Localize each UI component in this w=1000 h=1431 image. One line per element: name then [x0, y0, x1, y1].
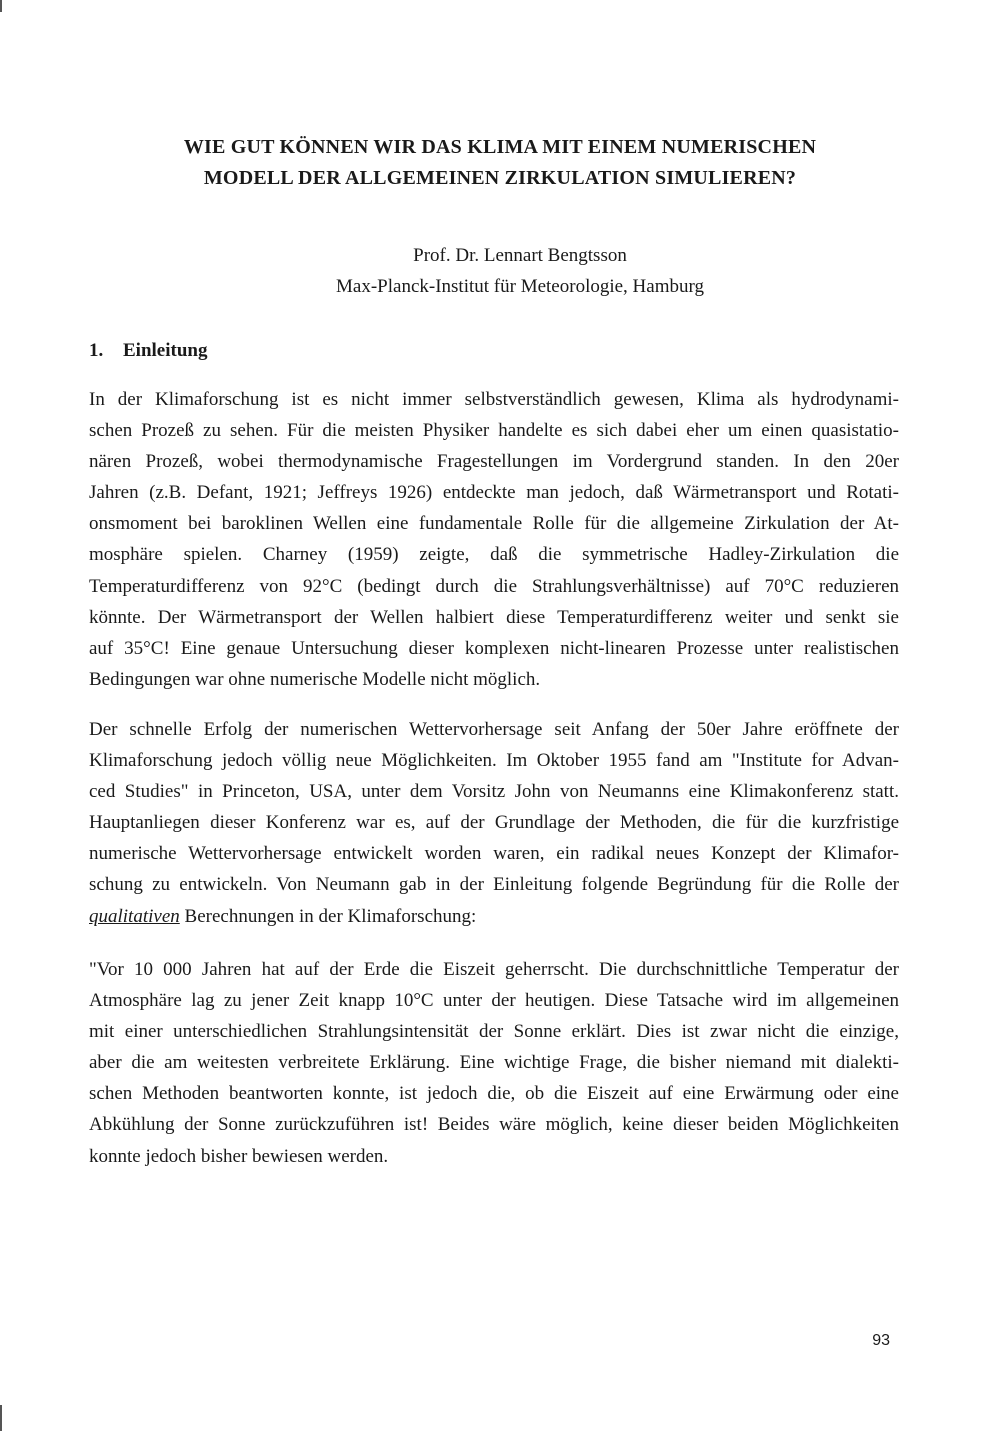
paragraph-line: onsmoment bei baroklinen Wellen eine fundamentale Rolle für die allgemeine Zirkulation der At- — [89, 513, 899, 535]
paragraph-line: mosphäre spielen. Charney (1959) zeigte, daß die symmetrische Hadley-Zirkulation die — [89, 544, 899, 566]
paragraph-line: könnte. Der Wärmetransport der Wellen halbiert diese Temperaturdifferenz weiter und senkt sie — [89, 606, 899, 628]
author-name: Prof. Dr. Lennart Bengtsson — [413, 245, 627, 266]
paragraph-line: Klimaforschung jedoch völlig neue Möglichkeiten. Im Oktober 1955 fand am "Institute for Advan- — [89, 750, 899, 772]
paragraph-line: Abkühlung der Sonne zurückzuführen ist! Beides wäre möglich, keine dieser beiden Möglichkeiten — [89, 1114, 899, 1136]
paragraph-2 — [89, 714, 899, 932]
paragraph-line: nären Prozeß, wobei thermodynamische Fragestellungen im Vordergrund standen. In den 20er — [89, 451, 899, 473]
paragraph-line: auf 35°C! Eine genaue Untersuchung dieser komplexen nicht-linearen Prozesse unter realistischen — [89, 637, 899, 659]
paragraph-line: aber die am weitesten verbreitete Erklärung. Eine wichtige Frage, die bisher niemand mit dialekti- — [89, 1052, 899, 1074]
paragraph-3 — [89, 954, 899, 1172]
paragraph-line: Bedingungen war ohne numerische Modelle nicht möglich. — [89, 668, 541, 690]
paragraph-line: mit einer unterschiedlichen Strahlungsintensität der Sonne erklärt. Dies ist zwar nicht die einzige, — [89, 1021, 899, 1043]
paragraph-line-tail: Berechnungen in der Klimaforschung: — [179, 905, 477, 927]
paragraph-line: Hauptanliegen dieser Konferenz war es, auf der Grundlage der Methoden, die für die kurzfristige — [89, 812, 899, 834]
section-heading — [89, 337, 207, 365]
paragraph-line: Der schnelle Erfolg der numerischen Wettervorhersage seit Anfang der 50er Jahre eröffnete der — [89, 719, 899, 740]
scan-edge-mark-bottom — [0, 1405, 2, 1431]
title-line-2: MODELL DER ALLGEMEINEN ZIRKULATION SIMULIEREN? — [203, 167, 797, 189]
paragraph-line: Jahren (z.B. Defant, 1921; Jeffreys 1926) entdeckte man jedoch, daß Wärmetransport und Rotati- — [89, 482, 899, 504]
title-line-1: WIE GUT KÖNNEN WIR DAS KLIMA MIT EINEM NUMERISCHEN — [183, 136, 817, 158]
author-affiliation: Max-Planck-Institut für Meteorologie, Hamburg — [336, 276, 704, 297]
section-title: Einleitung — [123, 340, 208, 361]
paragraph-line: "Vor 10 000 Jahren hat auf der Erde die Eiszeit geherrscht. Die durchschnittliche Temperatur der — [89, 959, 899, 980]
scan-edge-mark-top — [0, 0, 2, 12]
paragraph-line: schen Methoden beantworten konnte, ist jedoch die, ob die Eiszeit auf eine Erwärmung oder eine — [89, 1083, 899, 1105]
paragraph-line: In der Klimaforschung ist es nicht immer selbstverständlich gewesen, Klima als hydrodynami- — [89, 389, 899, 410]
document-title — [100, 132, 900, 194]
paragraph-line: ced Studies" in Princeton, USA, unter dem Vorsitz John von Neumanns eine Klimakonferenz statt. — [89, 781, 899, 803]
page-number: 93 — [872, 1332, 890, 1349]
paragraph-line-last — [89, 901, 899, 932]
section-number: 1. — [89, 340, 104, 361]
emphasis-qualitativen: qualitativen — [89, 905, 180, 927]
paragraph-line: Temperaturdifferenz von 92°C (bedingt durch die Strahlungsverhältnisse) auf 70°C reduzieren — [89, 575, 899, 597]
author-block — [180, 240, 860, 302]
paragraph-line: schung zu entwickeln. Von Neumann gab in der Einleitung folgende Begründung für die Rolle der — [89, 874, 899, 896]
paragraph-line: Atmosphäre lag zu jener Zeit knapp 10°C unter der heutigen. Diese Tatsache wird im allgemeinen — [89, 990, 899, 1012]
paragraph-line: konnte jedoch bisher bewiesen werden. — [89, 1145, 389, 1167]
paragraph-1 — [89, 384, 899, 695]
paragraph-line: schen Prozeß zu sehen. Für die meisten Physiker handelte es sich dabei eher um einen quasistatio- — [89, 420, 899, 442]
paragraph-line: numerische Wettervorhersage entwickelt worden waren, ein radikal neues Konzept der Klimafor- — [89, 843, 899, 865]
